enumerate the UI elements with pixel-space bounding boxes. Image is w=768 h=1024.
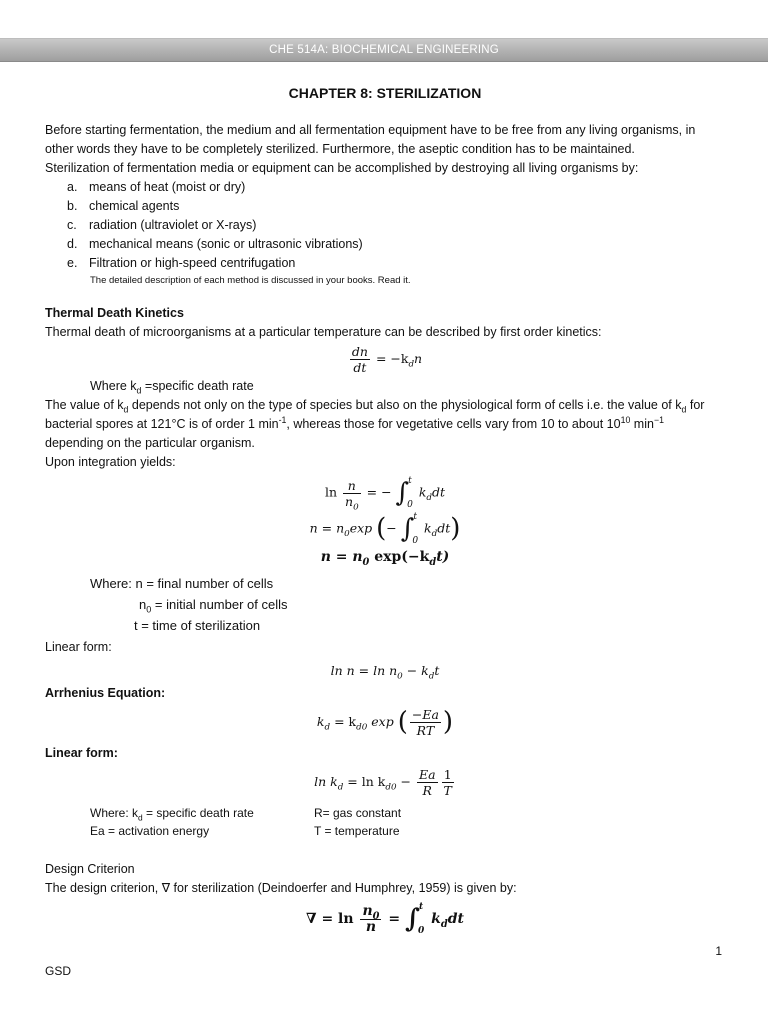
- list-item: a. means of heat (moist or dry): [67, 180, 246, 194]
- linear-equation: $\ln n = \ln n_0 - k_dt$: [330, 663, 440, 682]
- integration-label: Upon integration yields:: [45, 455, 176, 469]
- footer-initials: GSD: [45, 964, 72, 978]
- variable-definitions: Where: n = final number of cells $n_0$ = initial number of cells t = time of sterilization: [90, 576, 288, 633]
- design-equation: ∇ = ln $\frac{n_0}{n}$ = ∫ t 0 $k_ddt$: [306, 902, 464, 936]
- running-header: CHE 514A: BIOCHEMICAL ENGINEERING: [0, 38, 768, 62]
- methods-list: [45, 178, 725, 273]
- intro-paragraph: Before starting fermentation, the medium and all fermentation equipment have to be free from any living organisms, in other words they have to be completely sterilized. Furthermore, the aseptic condition has to be maintained.: [45, 123, 696, 156]
- first-order-equation: $\frac{dn}{dt}$ = $-k_dn$: [351, 344, 423, 375]
- chapter-title: CHAPTER 8: STERILIZATION: [288, 85, 482, 101]
- arrhenius-definitions: Where: $k_d$ = specific death rate Ea = activation energy R= gas constant T = temperature: [90, 806, 402, 838]
- thermal-paragraph: Thermal death of microorganisms at a particular temperature can be described by first order kinetics:: [45, 325, 602, 339]
- kd-value-paragraph: The value of $k_d$ depends not only on the type of species but also on the physiological form of cells i.e. the value of $k_d$ for bacterial spores at 121°C is of order 1 $\min^{-1}$, whereas those for vegetative cells vary from 10 to about $10^{10}$ $\min^{-1}$ depending on the particular organism.: [45, 398, 705, 450]
- integrated-equation-1: ln $\frac{n}{n_0}$ = − ∫ t 0 $k_ddt$: [324, 476, 446, 512]
- integrated-equation-2: $n = n_0\exp$ (− ∫ t 0 $k_ddt$): [309, 512, 461, 546]
- page-body: [45, 84, 725, 936]
- arrhenius-linear-equation: $\ln k_d = \ln k_{d0}$ − $\frac{Ea}{R}$ $\frac{1}{T}$: [314, 767, 452, 798]
- list-item: d. mechanical means (sonic or ultrasonic vibrations): [67, 237, 363, 251]
- integrated-equation-bold: $n = n_0$ $\exp(-k_dt)$: [320, 549, 450, 568]
- arrhenius-heading: Arrhenius Equation:: [45, 686, 166, 700]
- list-item: e. Filtration or high-speed centrifugation: [67, 256, 296, 270]
- list-item: b. chemical agents: [67, 199, 180, 213]
- kd-definition: Where $k_d$ =specific death rate: [90, 379, 254, 396]
- linear-form-label: Linear form:: [45, 640, 112, 654]
- list-item: c. radiation (ultraviolet or X-rays): [67, 218, 257, 232]
- design-paragraph: The design criterion, ∇ for sterilization (Deindoerfer and Humphrey, 1959) is given by:: [45, 881, 517, 895]
- thermal-heading: Thermal Death Kinetics: [45, 306, 184, 320]
- intro-paragraph-2: Sterilization of fermentation media or equipment can be accomplished by destroying all living organisms by:: [45, 161, 639, 175]
- design-heading: Design Criterion: [45, 862, 135, 876]
- page-number: 1: [715, 944, 722, 958]
- methods-note: The detailed description of each method is discussed in your books. Read it.: [90, 275, 411, 286]
- arrhenius-equation: $k_d = k_{d0}$ exp ( $\frac{-Ea}{RT}$ ): [316, 707, 454, 738]
- arrhenius-linear-label: Linear form:: [45, 746, 118, 760]
